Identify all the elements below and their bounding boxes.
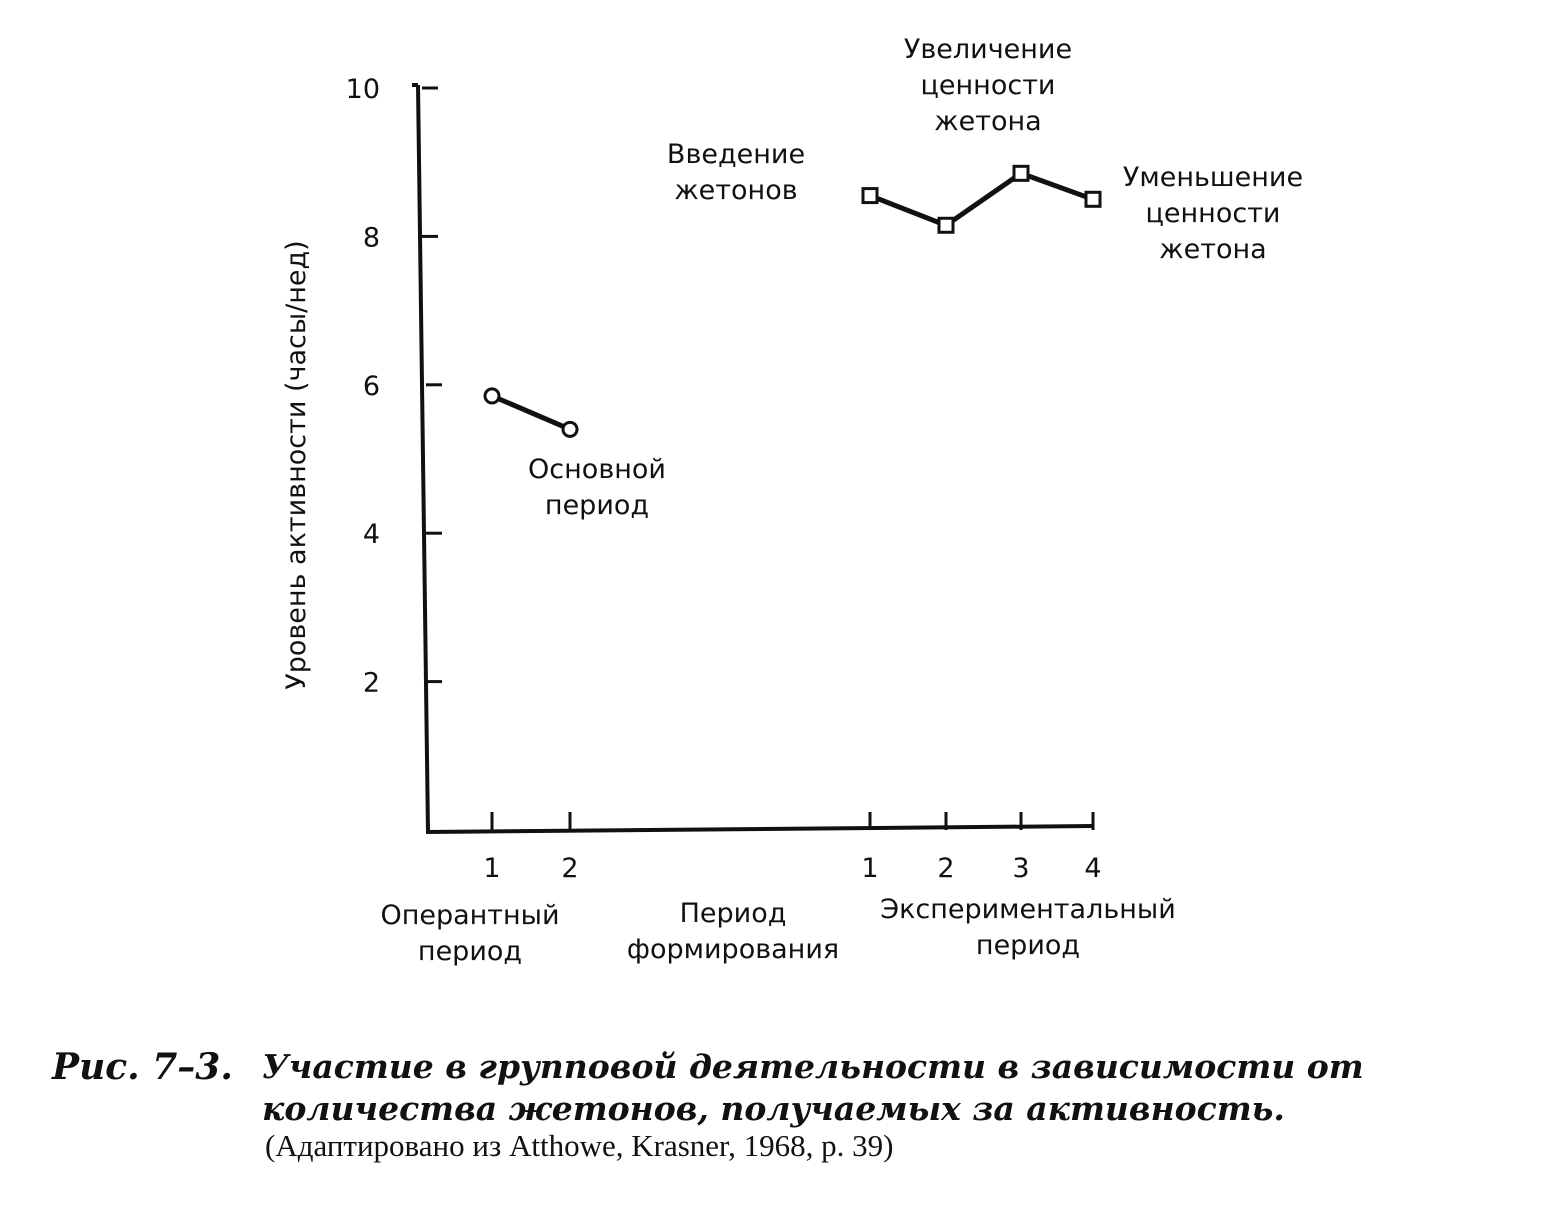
x-tick-label: 2 <box>561 853 579 884</box>
data-point-square <box>1086 192 1100 206</box>
x-tick-label: 2 <box>937 853 955 884</box>
x-tick-label: 1 <box>483 853 501 884</box>
y-axis-line <box>418 85 428 833</box>
y-tick-label: 10 <box>345 74 380 105</box>
x-tick-label: 4 <box>1084 853 1102 884</box>
y-axis-label: Уровень активности (часы/нед) <box>281 240 312 690</box>
x-tick-label: 1 <box>861 853 879 884</box>
annotation-label: Увеличение ценности жетона <box>903 34 1073 137</box>
annotation-label: Уменьшение ценности жетона <box>1122 162 1304 265</box>
x-ticks <box>380 812 1175 967</box>
y-tick-label: 6 <box>362 370 380 402</box>
y-tick-label: 8 <box>362 222 380 254</box>
annotation-label: Основной период <box>528 454 666 521</box>
series-line <box>492 396 570 429</box>
y-tick-label: 2 <box>362 667 380 699</box>
x-group-label: Период формирования <box>626 898 840 965</box>
x-group-label: Оперантный период <box>380 900 560 967</box>
series-layer <box>485 166 1100 436</box>
data-point-square <box>939 218 953 232</box>
y-tick-label: 4 <box>362 519 380 551</box>
figure-source: (Адаптировано из Atthowe, Krasner, 1968, p. 39) <box>265 1128 894 1163</box>
annotation-label: Введение жетонов <box>666 139 806 206</box>
x-tick-label: 3 <box>1012 853 1030 884</box>
data-point-square <box>863 189 877 203</box>
series-line <box>870 173 1093 225</box>
data-point-square <box>1014 166 1028 180</box>
data-point-circle <box>485 389 499 403</box>
y-ticks <box>346 74 442 699</box>
x-axis-line <box>426 826 1093 832</box>
figure-caption: Участие в групповой деятельности в зависимости от количества жетонов, получаемых за активность. <box>262 1047 1364 1128</box>
x-group-label: Экспериментальный период <box>880 894 1176 961</box>
data-point-circle <box>563 422 577 436</box>
annotations <box>528 34 1303 521</box>
figure-label: Рис. 7–3. <box>52 1046 233 1088</box>
